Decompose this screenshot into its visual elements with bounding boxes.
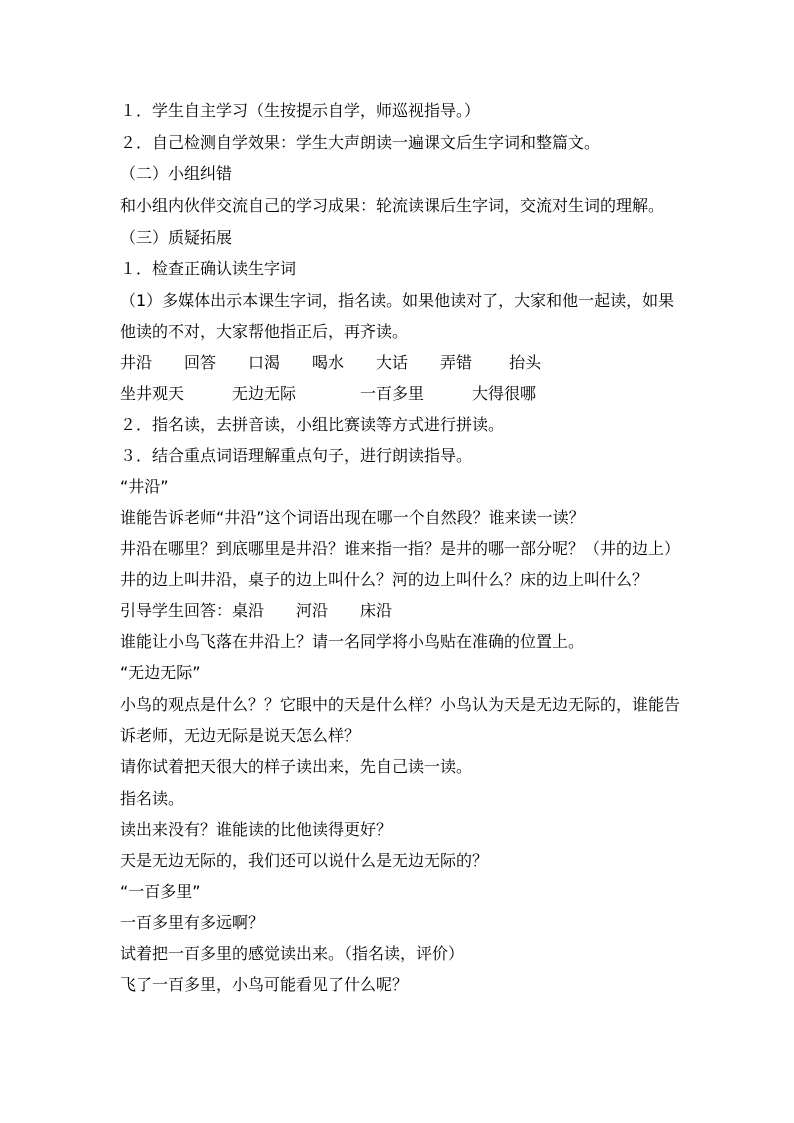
question-what-is-boundless: 天是无边无际的，我们还可以说什么是无边无际的？ xyxy=(120,851,489,870)
multimedia-instruction-line-1: （1）多媒体出示本课生字词，指名读。如果他读对了，大家和他一起读，如果 xyxy=(120,291,675,310)
question-how-far: 一百多里有多远啊？ xyxy=(120,913,265,932)
section-heading-questioning: （三）质疑拓展 xyxy=(120,228,233,247)
vocabulary-list-1: 井沿 回答 口渴 喝水 大话 弄错 抬头 xyxy=(120,353,542,372)
guided-answers: 引导学生回答：桌沿 河沿 床沿 xyxy=(120,601,393,620)
keyword-boundless: “无边无际” xyxy=(120,663,201,682)
step-2-self-check: ２．自己检测自学效果：学生大声朗读一遍课文后生字词和整篇文。 xyxy=(120,133,601,152)
question-bird-view-line-2: 诉老师，无边无际是说天怎么样？ xyxy=(120,726,361,745)
paragraph-group-exchange: 和小组内伙伴交流自己的学习成果：轮流读课后生字词，交流对生词的理解。 xyxy=(120,196,665,215)
step-2-named-reading: ２．指名读，去拼音读，小组比赛读等方式进行拼读。 xyxy=(120,415,505,434)
keyword-well-rim: “井沿” xyxy=(120,477,169,496)
keyword-hundred-li: “一百多里” xyxy=(120,882,201,901)
named-reading: 指名读。 xyxy=(120,789,185,808)
section-heading-group-correction: （二）小组纠错 xyxy=(120,164,233,183)
question-well-rim-paragraph: 谁能告诉老师“井沿”这个词语出现在哪一个自然段？谁来读一读？ xyxy=(120,508,585,527)
step-1-self-study: １．学生自主学习（生按提示自学，师巡视指导。） xyxy=(120,101,481,120)
question-where-well-rim: 井沿在哪里？到底哪里是井沿？谁来指一指？是井的哪一部分呢？（井的边上） xyxy=(120,539,681,558)
question-what-bird-saw: 飞了一百多里，小鸟可能看见了什么呢？ xyxy=(120,975,409,994)
step-1-check-reading: １．检查正确认读生字词 xyxy=(120,259,297,278)
bird-landing-activity: 谁能让小鸟飞落在井沿上？请一名同学将小鸟贴在准确的位置上。 xyxy=(120,632,585,651)
question-read-better: 读出来没有？谁能读的比他读得更好？ xyxy=(120,820,393,839)
read-hundred-li-instruction: 试着把一百多里的感觉读出来。（指名读，评价） xyxy=(120,944,465,963)
read-sky-big-instruction: 请你试着把天很大的样子读出来，先自己读一读。 xyxy=(120,757,473,776)
step-3-reading-guidance: ３．结合重点词语理解重点句子，进行朗读指导。 xyxy=(120,446,473,465)
question-edges: 井的边上叫井沿，桌子的边上叫什么？河的边上叫什么？床的边上叫什么？ xyxy=(120,570,649,589)
multimedia-instruction-line-2: 他读的不对，大家帮他指正后，再齐读。 xyxy=(120,322,409,341)
vocabulary-list-2: 坐井观天 无边无际 一百多里 大得很哪 xyxy=(120,384,537,403)
question-bird-view-line-1: 小鸟的观点是什么？？它眼中的天是什么样？小鸟认为天是无边无际的，谁能告 xyxy=(120,695,681,714)
